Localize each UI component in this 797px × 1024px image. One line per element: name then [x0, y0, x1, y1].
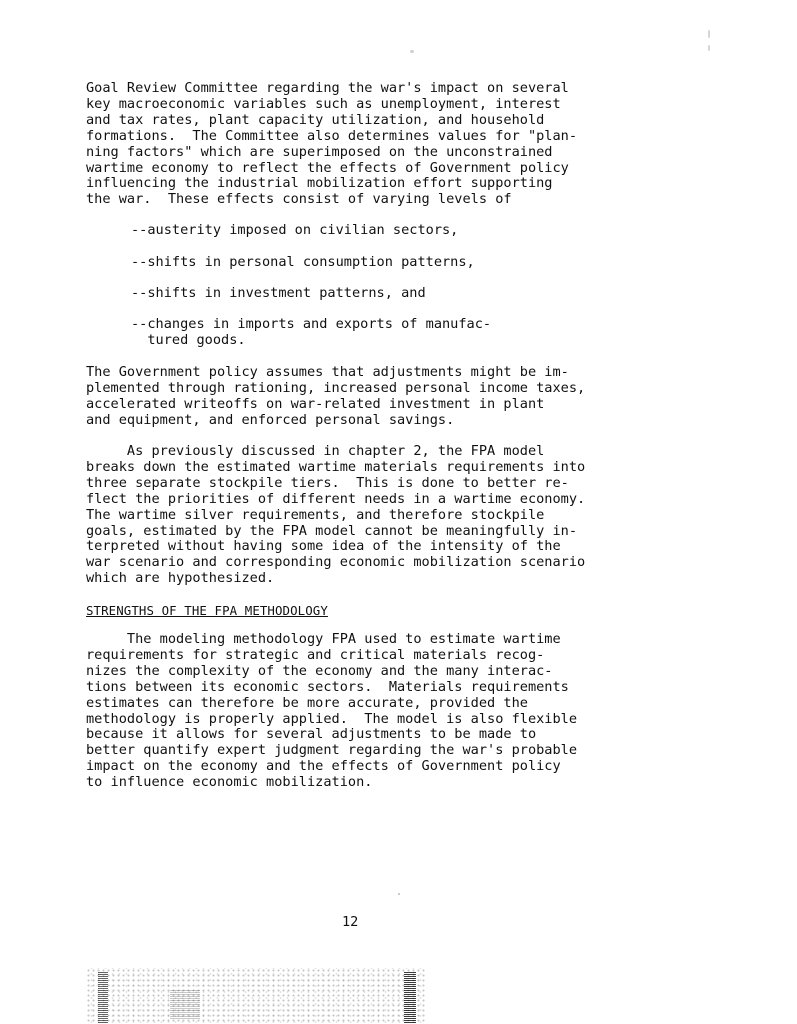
bullet-item-investment: --shifts in investment patterns, and: [131, 285, 426, 301]
scan-speck: [398, 893, 400, 895]
scan-noise-dark: [170, 990, 200, 1020]
scan-noise-dark: [98, 972, 108, 1024]
paragraph-2: The Government policy assumes that adjustments might be im- plemented through rationing, increased personal income taxes, accelerated writeoffs on war-related investment in plant and equipment, and enforced personal savings.: [86, 364, 586, 428]
bullet-item-imports-exports: --changes in imports and exports of manufac- tured goods.: [131, 316, 492, 348]
scan-noise: [86, 968, 426, 1024]
scan-speck: [410, 50, 414, 53]
bullet-item-austerity: --austerity imposed on civilian sectors,: [131, 222, 459, 238]
paragraph-1: Goal Review Committee regarding the war's impact on several key macroeconomic variables such as unemployment, interest and tax rates, plant capacity utilization, and household formations. The Committee also determines values for "plan- ning factors" which are superimposed on the unconstrained wartime economy to reflect the effects of Government policy influencing the industrial mobilization effort supporting the war. These effects consist of varying levels of: [86, 80, 578, 208]
scan-speck: [708, 30, 710, 38]
scan-speck: [708, 45, 710, 51]
page-number: 12: [342, 914, 359, 930]
scan-noise-dark: [404, 972, 416, 1024]
paragraph-3: As previously discussed in chapter 2, the FPA model breaks down the estimated wartime materials requirements into three separate stockpile tiers. This is done to better re- flect the priorities of different needs in a wartime economy. The wartime silver requirements, and therefore stockpile goals, estimated by the FPA model cannot be meaningfully in- terpreted without having some idea of the intensity of the war scenario and corresponding economic mobilization scenario which are hypothesized.: [86, 443, 586, 587]
paragraph-4: The modeling methodology FPA used to estimate wartime requirements for strategic and critical materials recog- nizes the complexity of the economy and the many interac- tions between its economic sectors. Materials requirements estimates can therefore be more accurate, provided the methodology is properly applied. The model is also flexible because it allows for several adjustments to be made to better quantify expert judgment regarding the war's probable impact on the economy and the effects of Government policy to influence economic mobilization.: [86, 631, 578, 791]
section-heading: STRENGTHS OF THE FPA METHODOLOGY: [86, 603, 328, 618]
bullet-item-consumption: --shifts in personal consumption patterns,: [131, 254, 475, 270]
